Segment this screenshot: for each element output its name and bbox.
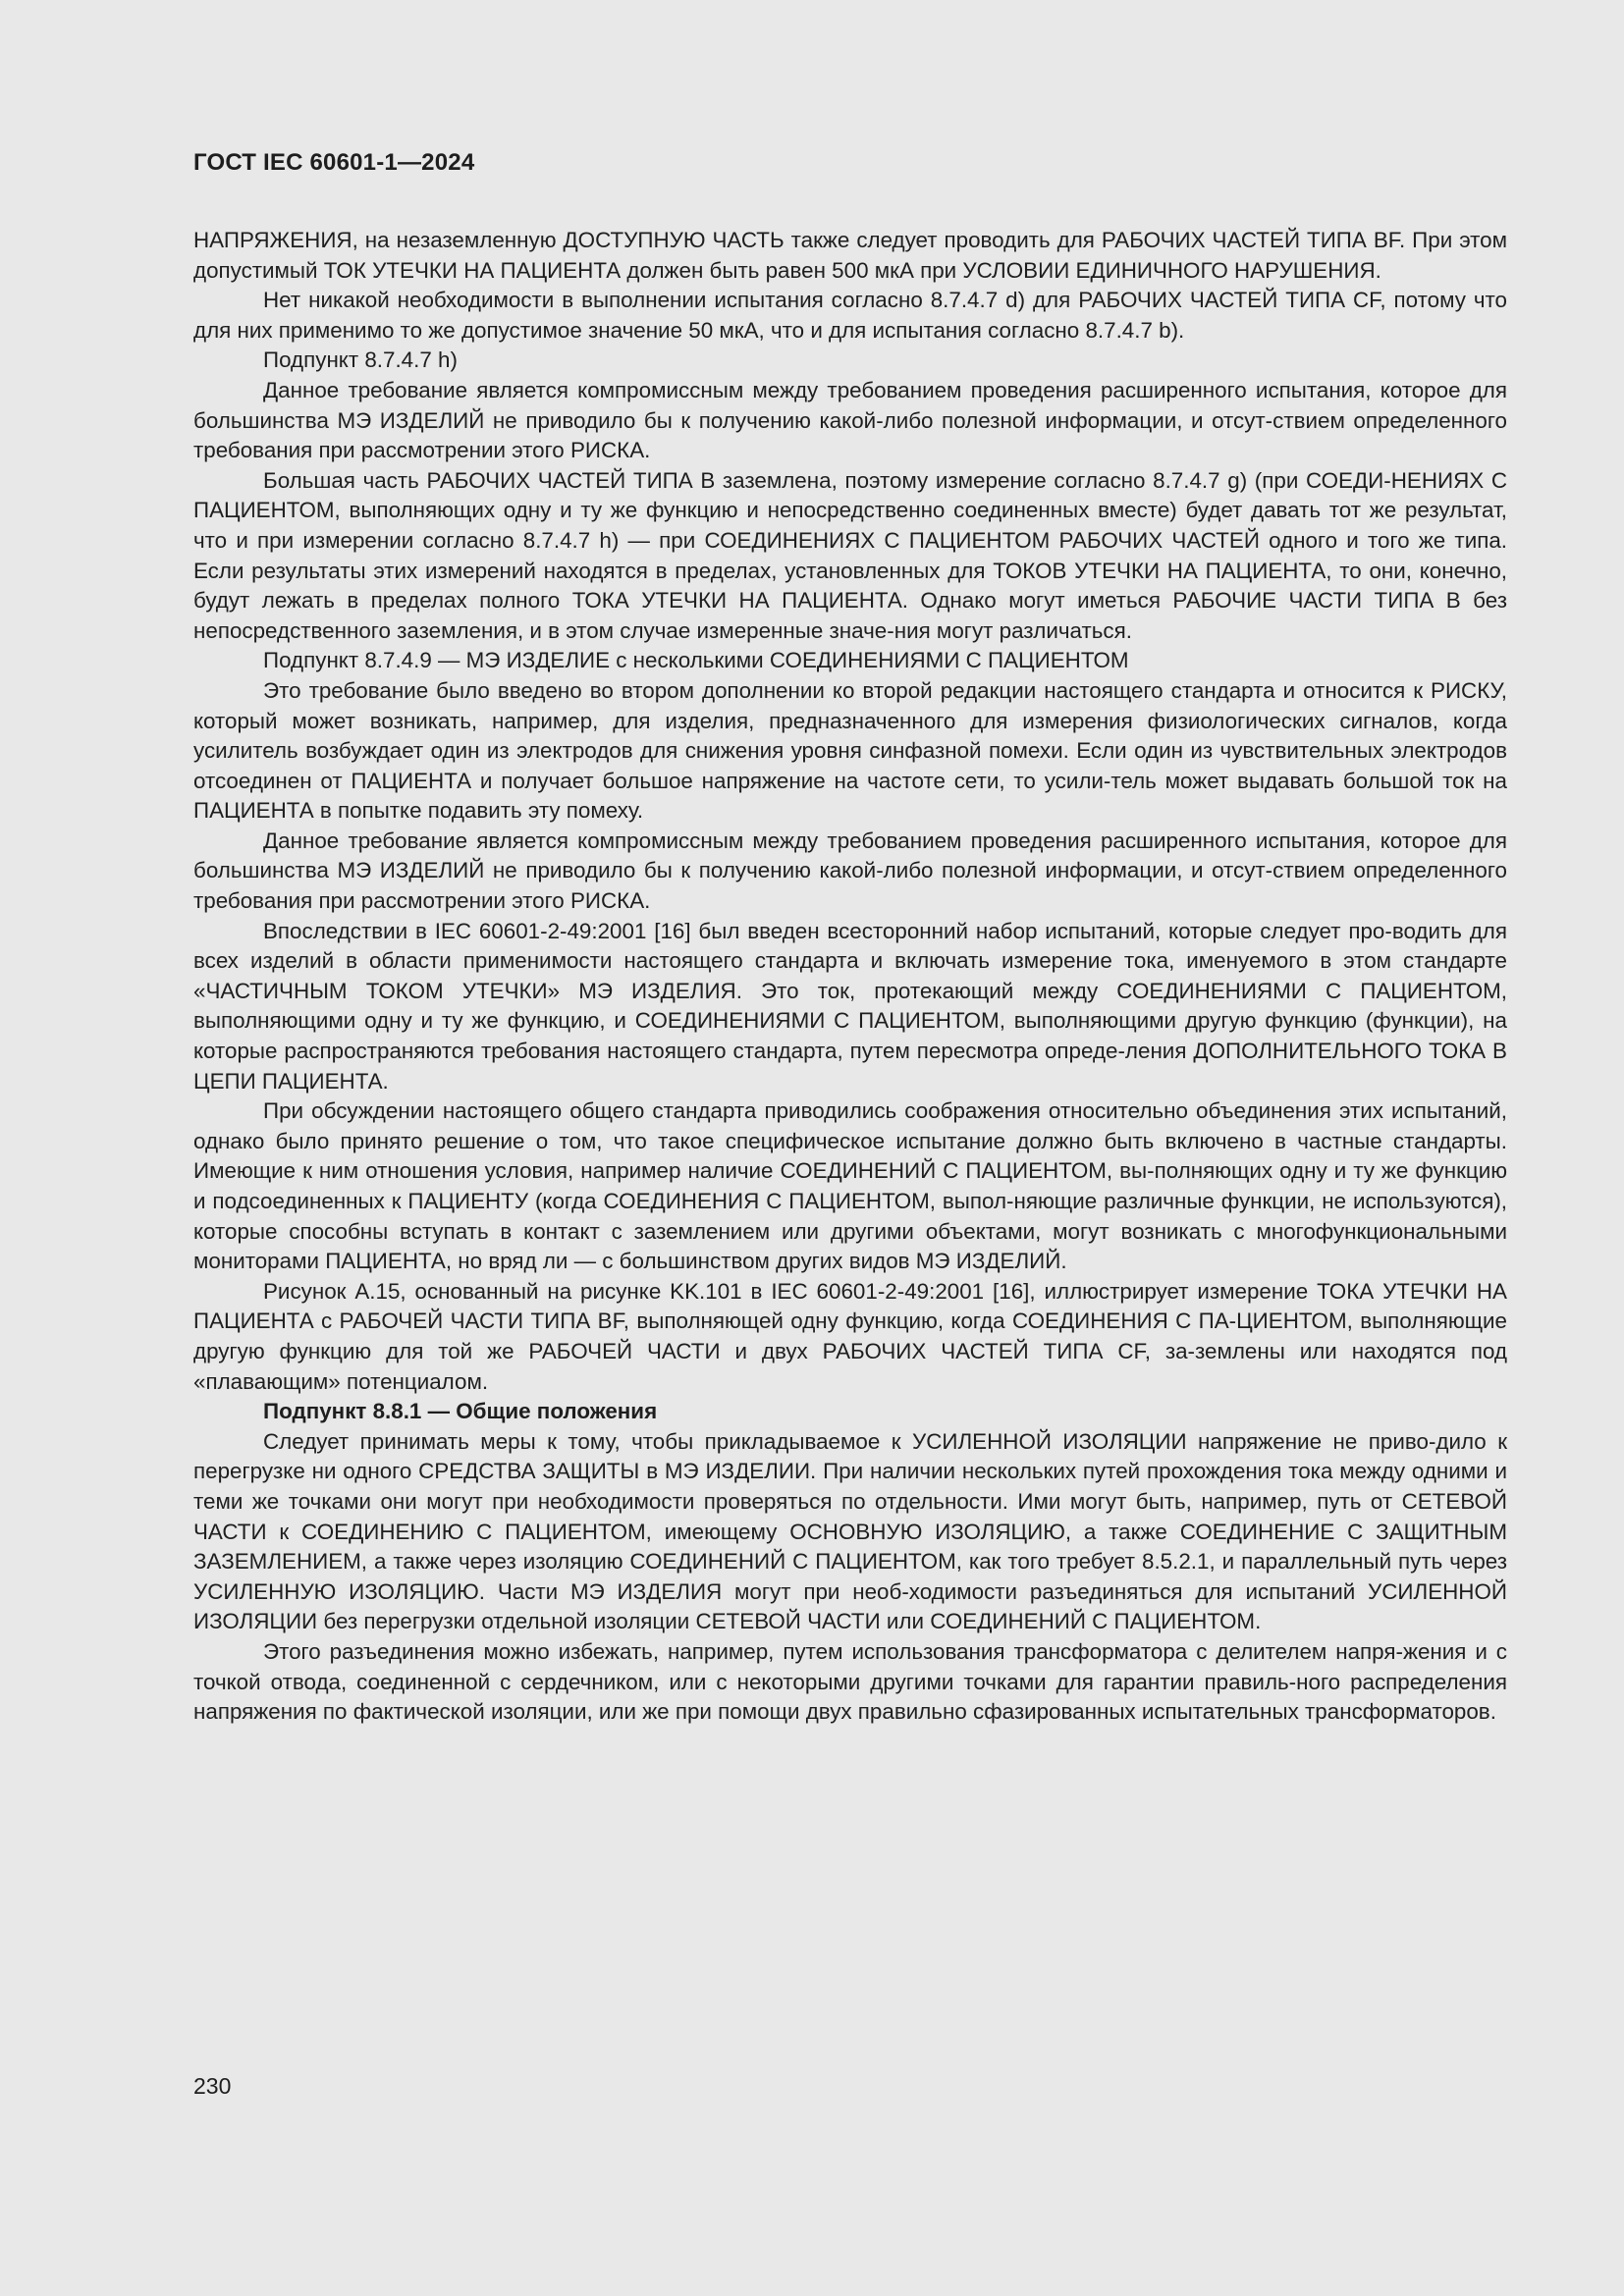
paragraph: НАПРЯЖЕНИЯ, на незаземленную ДОСТУПНУЮ ЧАСТЬ также следует проводить для РАБОЧИХ ЧАСТЕЙ ТИПА BF. При этом допустимый ТОК УТЕЧКИ НА ПАЦИЕНТА должен быть равен 500 мкА при УСЛОВИИ ЕДИНИЧНОГО НАРУШЕНИЯ. [193,228,1507,283]
page-number: 230 [193,2073,232,2099]
subclause-heading-bold: Подпункт 8.8.1 — Общие положения [263,1399,658,1424]
paragraph: Следует принимать меры к тому, чтобы прикладываемое к УСИЛЕННОЙ ИЗОЛЯЦИИ напряжение не приво-дило к перегрузке ни одного СРЕДСТВА ЗАЩИТЫ в МЭ ИЗДЕЛИИ. При наличии нескольких путей прохождения тока между одними и теми же точками они могут при необходимости проверяться по отдельности. Ими могут быть, например, путь от СЕТЕВОЙ ЧАСТИ к СОЕДИНЕНИЮ С ПАЦИЕНТОМ, имеющему ОСНОВНУЮ ИЗОЛЯЦИЮ, а также СОЕДИНЕНИЕ С ЗАЩИТНЫМ ЗАЗЕМЛЕНИЕМ, а также через изоляцию СОЕДИНЕНИЙ С ПАЦИЕНТОМ, как того требует 8.5.2.1, и параллельный путь через УСИЛЕННУЮ ИЗОЛЯЦИЮ. Части МЭ ИЗДЕЛИЯ могут при необ-ходимости разъединяться для испытаний УСИЛЕННОЙ ИЗОЛЯЦИИ без перегрузки отдельной изоляции СЕТЕВОЙ ЧАСТИ или СОЕДИНЕНИЙ С ПАЦИЕНТОМ. [193,1428,1507,1634]
document-header: ГОСТ IEC 60601-1—2024 [193,149,475,176]
paragraph: Это требование было введено во втором дополнении ко второй редакции настоящего стандарта и относится к РИСКУ, который может возникать, например, для изделия, предназначенного для измерения физиологических сигналов, когда усилитель возбуждает один из электродов для снижения уровня синфазной помехи. Если один из чувствительных электродов отсоединен от ПАЦИЕНТА и получает большое напряжение на частоте сети, то усили-тель может выдавать большой ток на ПАЦИЕНТА в попытке подавить эту помеху. [193,677,1507,824]
paragraph: Рисунок A.15, основанный на рисунке KK.101 в IEC 60601-2-49:2001 [16], иллюстрирует измерение ТОКА УТЕЧКИ НА ПАЦИЕНТА с РАБОЧЕЙ ЧАСТИ ТИПА BF, выполняющей одну функцию, когда СОЕДИНЕНИЯ С ПА-ЦИЕНТОМ, выполняющие другую функцию для той же РАБОЧЕЙ ЧАСТИ и двух РАБОЧИХ ЧАСТЕЙ ТИПА CF, за-землены или находятся под «плавающим» потенциалом. [193,1278,1507,1394]
paragraph: Большая часть РАБОЧИХ ЧАСТЕЙ ТИПА B заземлена, поэтому измерение согласно 8.7.4.7 g) (при СОЕДИ-НЕНИЯХ С ПАЦИЕНТОМ, выполняющих одну и ту же функцию и непосредственно соединенных вместе) будет давать тот же результат, что и при измерении согласно 8.7.4.7 h) — при СОЕДИНЕНИЯХ С ПАЦИЕНТОМ РАБОЧИХ ЧАСТЕЙ одного и того же типа. Если результаты этих измерений находятся в пределах, установленных для ТОКОВ УТЕЧКИ НА ПАЦИЕНТА, то они, конечно, будут лежать в пределах полного ТОКА УТЕЧКИ НА ПАЦИЕНТА. Однако могут иметься РАБОЧИЕ ЧАСТИ ТИПА B без непосредственного заземления, и в этом случае измеренные значе-ния могут различаться. [193,467,1507,643]
paragraph: При обсуждении настоящего общего стандарта приводились соображения относительно объединения этих испытаний, однако было принято решение о том, что такое специфическое испытание должно быть включено в частные стандарты. Имеющие к ним отношения условия, например наличие СОЕДИНЕНИЙ С ПАЦИЕНТОМ, вы-полняющих одну и ту же функцию и подсоединенных к ПАЦИЕНТУ (когда СОЕДИНЕНИЯ С ПАЦИЕНТОМ, выпол-няющие различные функции, не используются), которые способны вступать в контакт с заземлением или другими объектами, могут возникать с многофункциональными мониторами ПАЦИЕНТА, но вряд ли — с большинством других видов МЭ ИЗДЕЛИЙ. [193,1098,1507,1274]
paragraph: Нет никакой необходимости в выполнении испытания согласно 8.7.4.7 d) для РАБОЧИХ ЧАСТЕЙ ТИПА CF, потому что для них применимо то же допустимое значение 50 мкА, что и для испытания согласно 8.7.4.7 b). [193,288,1507,343]
subclause-heading: Подпункт 8.7.4.9 — МЭ ИЗДЕЛИЕ с несколькими СОЕДИНЕНИЯМИ С ПАЦИЕНТОМ [263,648,1129,673]
paragraph: Данное требование является компромиссным между требованием проведения расширенного испытания, которое для большинства МЭ ИЗДЕЛИЙ не приводило бы к получению какой-либо полезной информации, и отсут-ствием определенного требования при рассмотрении этого РИСКА. [193,377,1507,463]
document-body [193,226,1507,1728]
paragraph: Данное требование является компромиссным между требованием проведения расширенного испытания, которое для большинства МЭ ИЗДЕЛИЙ не приводило бы к получению какой-либо полезной информации, и отсут-ствием определенного требования при рассмотрении этого РИСКА. [193,828,1507,914]
paragraph: Впоследствии в IEC 60601-2-49:2001 [16] был введен всесторонний набор испытаний, которые следует про-водить для всех изделий в области применимости настоящего стандарта и включать измерение тока, именуемого в этом стандарте «ЧАСТИЧНЫМ ТОКОМ УТЕЧКИ» МЭ ИЗДЕЛИЯ. Это ток, протекающий между СОЕДИНЕНИЯМИ С ПАЦИЕНТОМ, выполняющими одну и ту же функцию, и СОЕДИНЕНИЯМИ С ПАЦИЕНТОМ, выполняющими другую функцию (функции), на которые распространяются требования настоящего стандарта, путем пересмотра опреде-ления ДОПОЛНИТЕЛЬНОГО ТОКА В ЦЕПИ ПАЦИЕНТА. [193,918,1507,1094]
paragraph: Этого разъединения можно избежать, например, путем использования трансформатора с делителем напря-жения и с точкой отвода, соединенной с сердечником, или с некоторыми другими точками для гарантии правиль-ного распределения напряжения по фактической изоляции, или же при помощи двух правильно сфазированных испытательных трансформаторов. [193,1638,1507,1725]
subclause-heading: Подпункт 8.7.4.7 h) [263,347,458,373]
